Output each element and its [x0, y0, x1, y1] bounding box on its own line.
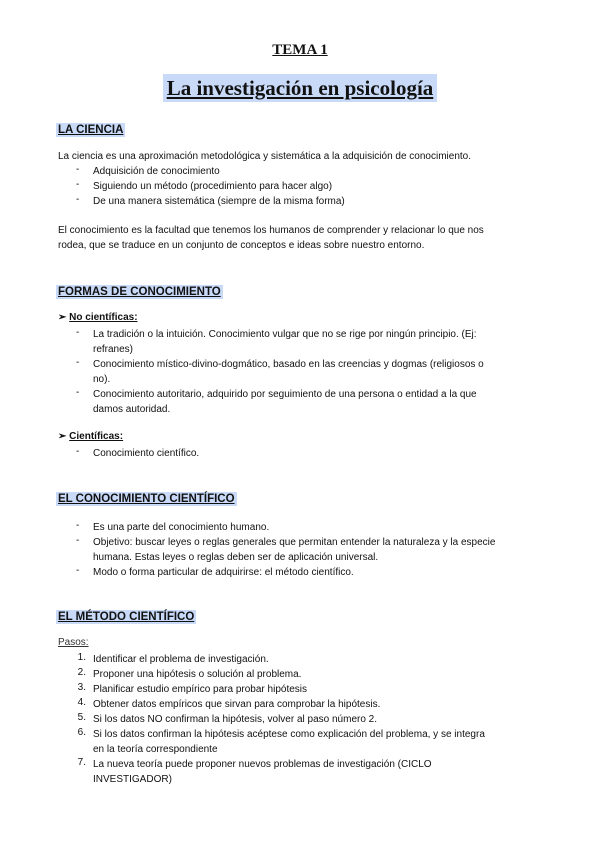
- dash: -: [76, 387, 80, 398]
- step-number: 2.: [77, 667, 86, 678]
- step-number: 4.: [77, 697, 86, 708]
- dash: -: [76, 446, 80, 457]
- list-item: Modo o forma particular de adquirirse: el método científico.: [93, 567, 354, 578]
- dash: -: [76, 194, 80, 205]
- section-heading-conocimiento-cientifico: EL CONOCIMIENTO CIENTÍFICO: [58, 493, 235, 505]
- dash: -: [76, 535, 80, 546]
- arrow-bullet-icon: ➢: [58, 312, 67, 323]
- list-item: La tradición o la intuición. Conocimiento vulgar que no se rige por ningún principio. (Ej:: [93, 329, 477, 340]
- list-item: Objetivo: buscar leyes o reglas generales que permitan entender la naturaleza y la especie: [93, 537, 496, 548]
- step-item: La nueva teoría puede proponer nuevos problemas de investigación (CICLO: [93, 759, 432, 770]
- step-item: Si los datos NO confirman la hipótesis, volver al paso número 2.: [93, 714, 378, 725]
- step-item: Planificar estudio empírico para probar hipótesis: [93, 684, 307, 695]
- section-heading-la-ciencia: LA CIENCIA: [58, 124, 124, 136]
- section-heading-metodo-cientifico: EL MÉTODO CIENTÍFICO: [58, 611, 195, 623]
- list-item: Conocimiento autoritario, adquirido por seguimiento de una persona o entidad a la que: [93, 389, 477, 400]
- step-item: Proponer una hipótesis o solución al problema.: [93, 669, 302, 680]
- page-title: [0, 76, 600, 101]
- step-item: Identificar el problema de investigación.: [93, 654, 269, 665]
- step-number: 1.: [77, 652, 86, 663]
- dash: -: [76, 164, 80, 175]
- list-item: Es una parte del conocimiento humano.: [93, 522, 270, 533]
- conocimiento-paragraph-line2: rodea, que se traduce en un conjunto de conceptos e ideas sobre nuestro entorno.: [58, 240, 425, 251]
- ciencia-intro: La ciencia es una aproximación metodológica y sistemática a la adquisición de conocimiento.: [58, 151, 472, 162]
- list-item: Conocimiento científico.: [93, 448, 200, 459]
- step-number: 6.: [77, 727, 86, 738]
- step-item-continuation: en la teoría correspondiente: [93, 744, 218, 755]
- pasos-label: Pasos:: [58, 637, 89, 648]
- list-item-continuation: refranes): [93, 344, 134, 355]
- conocimiento-paragraph-line1: El conocimiento es la facultad que tenemos los humanos de comprender y relacionar lo que nos: [58, 225, 484, 236]
- step-item-continuation: INVESTIGADOR): [93, 774, 172, 785]
- step-number: 5.: [77, 712, 86, 723]
- list-item-continuation: damos autoridad.: [93, 404, 171, 415]
- dash: -: [76, 179, 80, 190]
- list-item: Siguiendo un método (procedimiento para hacer algo): [93, 181, 333, 192]
- cientificas-heading: ➢ Científicas:: [58, 431, 124, 442]
- no-cientificas-heading: ➢ No científicas:: [58, 312, 138, 323]
- step-number: 3.: [77, 682, 86, 693]
- step-item: Obtener datos empíricos que sirvan para comprobar la hipótesis.: [93, 699, 381, 710]
- dash: -: [76, 520, 80, 531]
- dash: -: [76, 327, 80, 338]
- step-number: 7.: [77, 757, 86, 768]
- list-item: De una manera sistemática (siempre de la misma forma): [93, 196, 345, 207]
- list-item: Conocimiento místico-divino-dogmático, basado en las creencias y dogmas (religiosos o: [93, 359, 484, 370]
- arrow-bullet-icon: ➢: [58, 431, 67, 442]
- dash: -: [76, 565, 80, 576]
- page-title-text: La investigación en psicología: [163, 74, 438, 102]
- list-item-continuation: no).: [93, 374, 111, 385]
- list-item-continuation: humana. Estas leyes o reglas deben ser de aplicación universal.: [93, 552, 379, 563]
- step-item: Si los datos confirman la hipótesis acéptese como explicación del problema, y se integra: [93, 729, 485, 740]
- section-heading-formas: FORMAS DE CONOCIMIENTO: [58, 286, 221, 298]
- tema-label: TEMA 1: [272, 42, 328, 58]
- dash: -: [76, 357, 80, 368]
- list-item: Adquisición de conocimiento: [93, 166, 220, 177]
